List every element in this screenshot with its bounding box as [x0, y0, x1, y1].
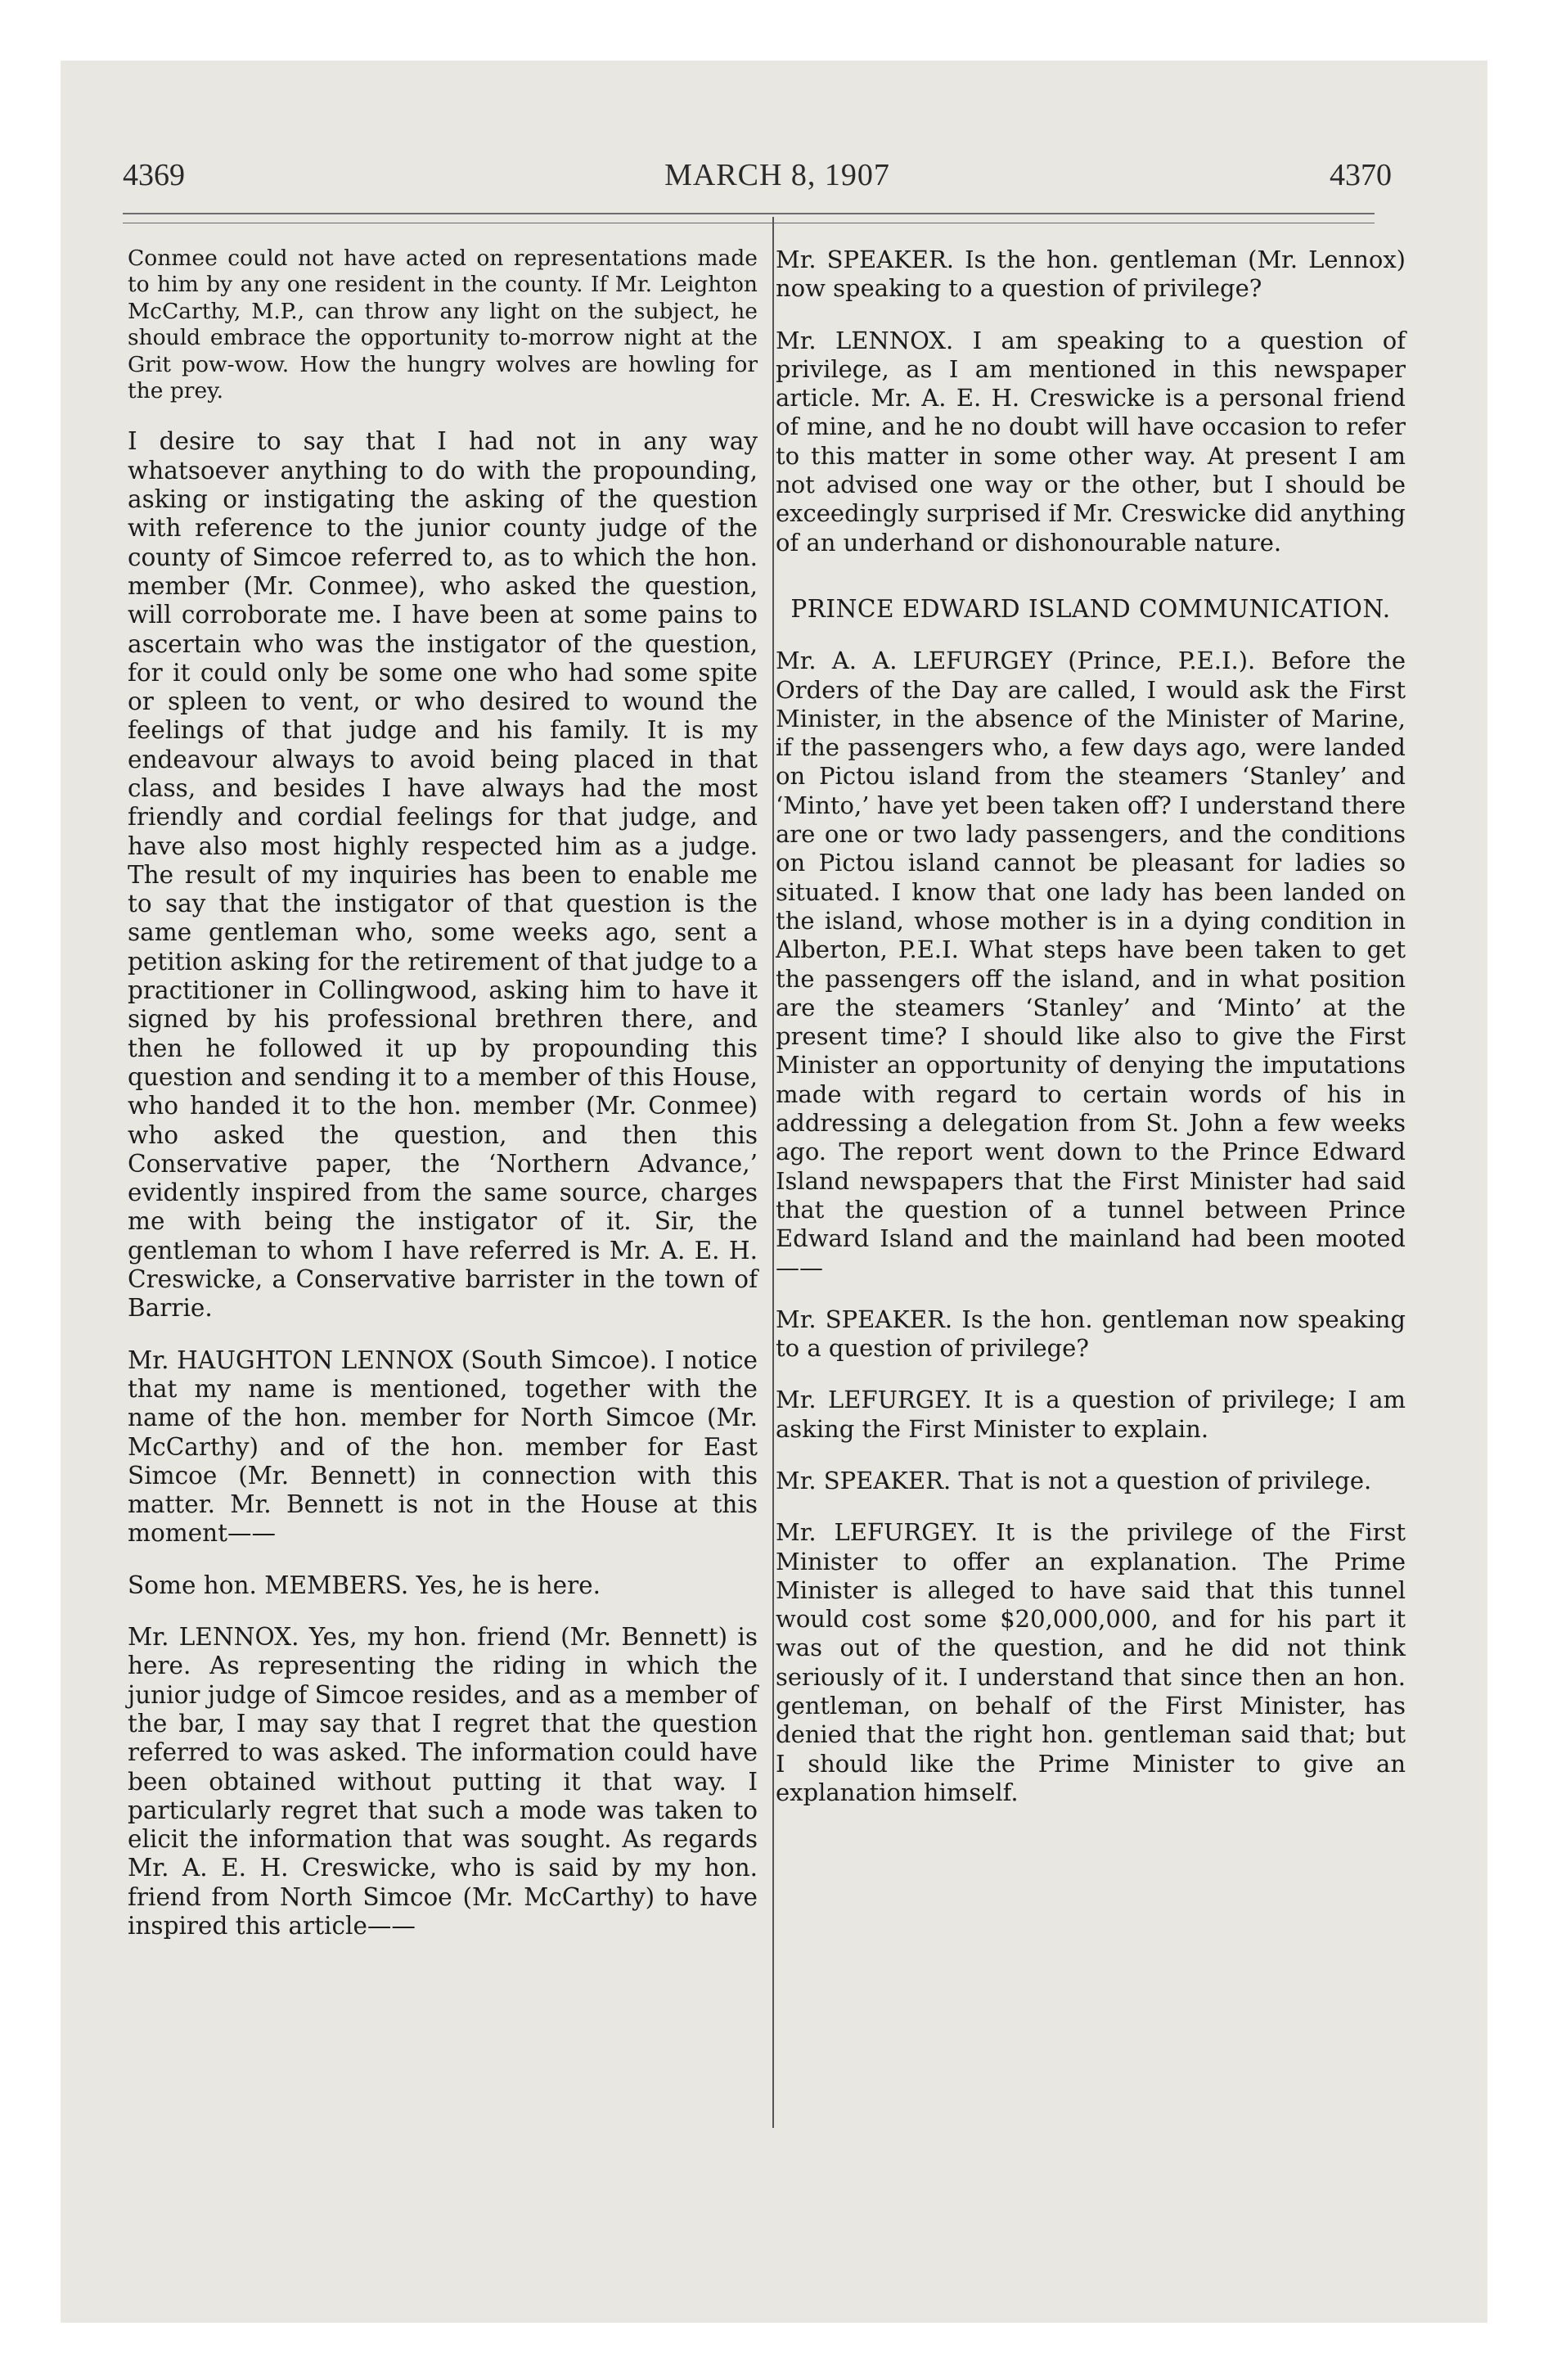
left-column — [128, 246, 758, 1941]
page-date: MARCH 8, 1907 — [664, 158, 890, 192]
page-number-left: 4369 — [123, 158, 185, 192]
paragraph-lennox-privilege: Mr. LENNOX. I am speaking to a question of privilege, as I am mentioned in this newspaper article. Mr. A. E. H. Creswicke is a personal friend of mine, and he no doubt will have occasion to refer to this matter in some other way. At present I am not advised one way or the other, but I should be exceedingly surprised if Mr. Creswicke did anything of an underhand or dishonourable nature. — [776, 326, 1406, 557]
paragraph-lefurgey-tunnel: Mr. LEFURGEY. It is the privilege of the First Minister to offer an explanation. The Prime Minister is alleged to have said that this tunnel would cost some $20,000,000, and for his part it was out of the question, and he did not think seriously of it. I understand that since then an hon. gentleman, on behalf of the First Minister, has denied that the right hon. gentleman said that; but I should like the Prime Minister to give an explanation himself. — [776, 1518, 1406, 1806]
column-divider — [772, 217, 774, 2128]
paragraph-quoted-article-end: Conmee could not have acted on representations made to him by any one resident in the county. If Mr. Leighton McCarthy, M.P., can throw any light on the subject, he should embrace the opportunity to-morrow night at the Grit pow-wow. How the hungry wolves are howling for the prey. — [128, 246, 758, 404]
paragraph-members-interjection: Some hon. MEMBERS. Yes, he is here. — [128, 1571, 601, 1599]
paragraph-lefurgey-question: Mr. A. A. LEFURGEY (Prince, P.E.I.). Before the Orders of the Day are called, I would ask the First Minister, in the absence of the Minister of Marine, if the passengers who, a few days ago, were landed on Pictou island from the steamers ‘Stanley’ and ‘Minto,’ have yet been taken off? I understand there are one or two lady passengers, and the conditions on Pictou island cannot be pleasant for ladies so situated. I know that one lady has been landed on the island, whose mother is in a dying condition in Alberton, P.E.I. What steps have been taken to get the passengers off the island, and in what position are the steamers ‘Stanley’ and ‘Minto’ at the present time? I should like also to give the First Minister an opportunity of denying the imputations made with regard to certain words of his in addressing a delegation from St. John a few weeks ago. The report went down to the Prince Edward Island newspapers that the First Minister had said that the question of a tunnel between Prince Edward Island and the mainland had been mooted—— — [776, 647, 1406, 1282]
paragraph-speaker-question: Mr. SPEAKER. Is the hon. gentleman (Mr. Lennox) now speaking to a question of privilege? — [776, 246, 1406, 303]
header-rule — [123, 213, 1375, 214]
right-column — [776, 246, 1406, 1807]
paragraph-lefurgey-explain: Mr. LEFURGEY. It is a question of privilege; I am asking the First Minister to explain. — [776, 1386, 1406, 1443]
paragraph-speaker-ruling: Mr. SPEAKER. That is not a question of privilege. — [776, 1466, 1372, 1494]
paragraph-mccarthy-statement: I desire to say that I had not in any way whatsoever anything to do with the propounding, asking or instigating the asking of the question with reference to the junior county judge of the county of Simcoe referred to, as to which the hon. member (Mr. Conmee), who asked the question, will corroborate me. I have been at some pains to ascertain who was the instigator of the question, for it could only be some one who had some spite or spleen to vent, or who desired to wound the feelings of that judge and his family. It is my endeavour always to avoid being placed in that class, and besides I have always had the most friendly and cordial feelings for that judge, and have also most highly respected him as a judge. The result of my inquiries has been to enable me to say that the instigator of that question is the same gentleman who, some weeks ago, sent a petition asking for the retirement of that judge to a practitioner in Collingwood, asking him to have it signed by his professional brethren there, and then he followed it up by propounding this question and sending it to a member of this House, who handed it to the hon. member (Mr. Conmee) who asked the question, and then this Conservative paper, the ‘Northern Advance,’ evidently inspired from the same source, charges me with being the instigator of it. Sir, the gentleman to whom I have referred is Mr. A. E. H. Creswicke, a Conservative barrister in the town of Barrie. — [128, 427, 758, 1323]
section-heading: PRINCE EDWARD ISLAND COMMUNICATION. — [790, 594, 1391, 623]
paragraph-lennox-reply: Mr. LENNOX. Yes, my hon. friend (Mr. Bennett) is here. As representing the riding in which the junior judge of Simcoe resides, and as a member of the bar, I may say that I regret that the question referred to was asked. The information could have been obtained without putting it that way. I particularly regret that such a mode was taken to elicit the information that was sought. As regards Mr. A. E. H. Creswicke, who is said by my hon. friend from North Simcoe (Mr. McCarthy) to have inspired this article—— — [128, 1623, 758, 1940]
paragraph-speaker-privilege: Mr. SPEAKER. Is the hon. gentleman now speaking to a question of privilege? — [776, 1305, 1406, 1363]
page-number-right: 4370 — [1330, 158, 1392, 192]
paragraph-lennox-intro: Mr. HAUGHTON LENNOX (South Simcoe). I notice that my name is mentioned, together with the name of the hon. member for North Simcoe (Mr. McCarthy) and of the hon. member for East Simcoe (Mr. Bennett) in connection with this matter. Mr. Bennett is not in the House at this moment—— — [128, 1346, 758, 1548]
